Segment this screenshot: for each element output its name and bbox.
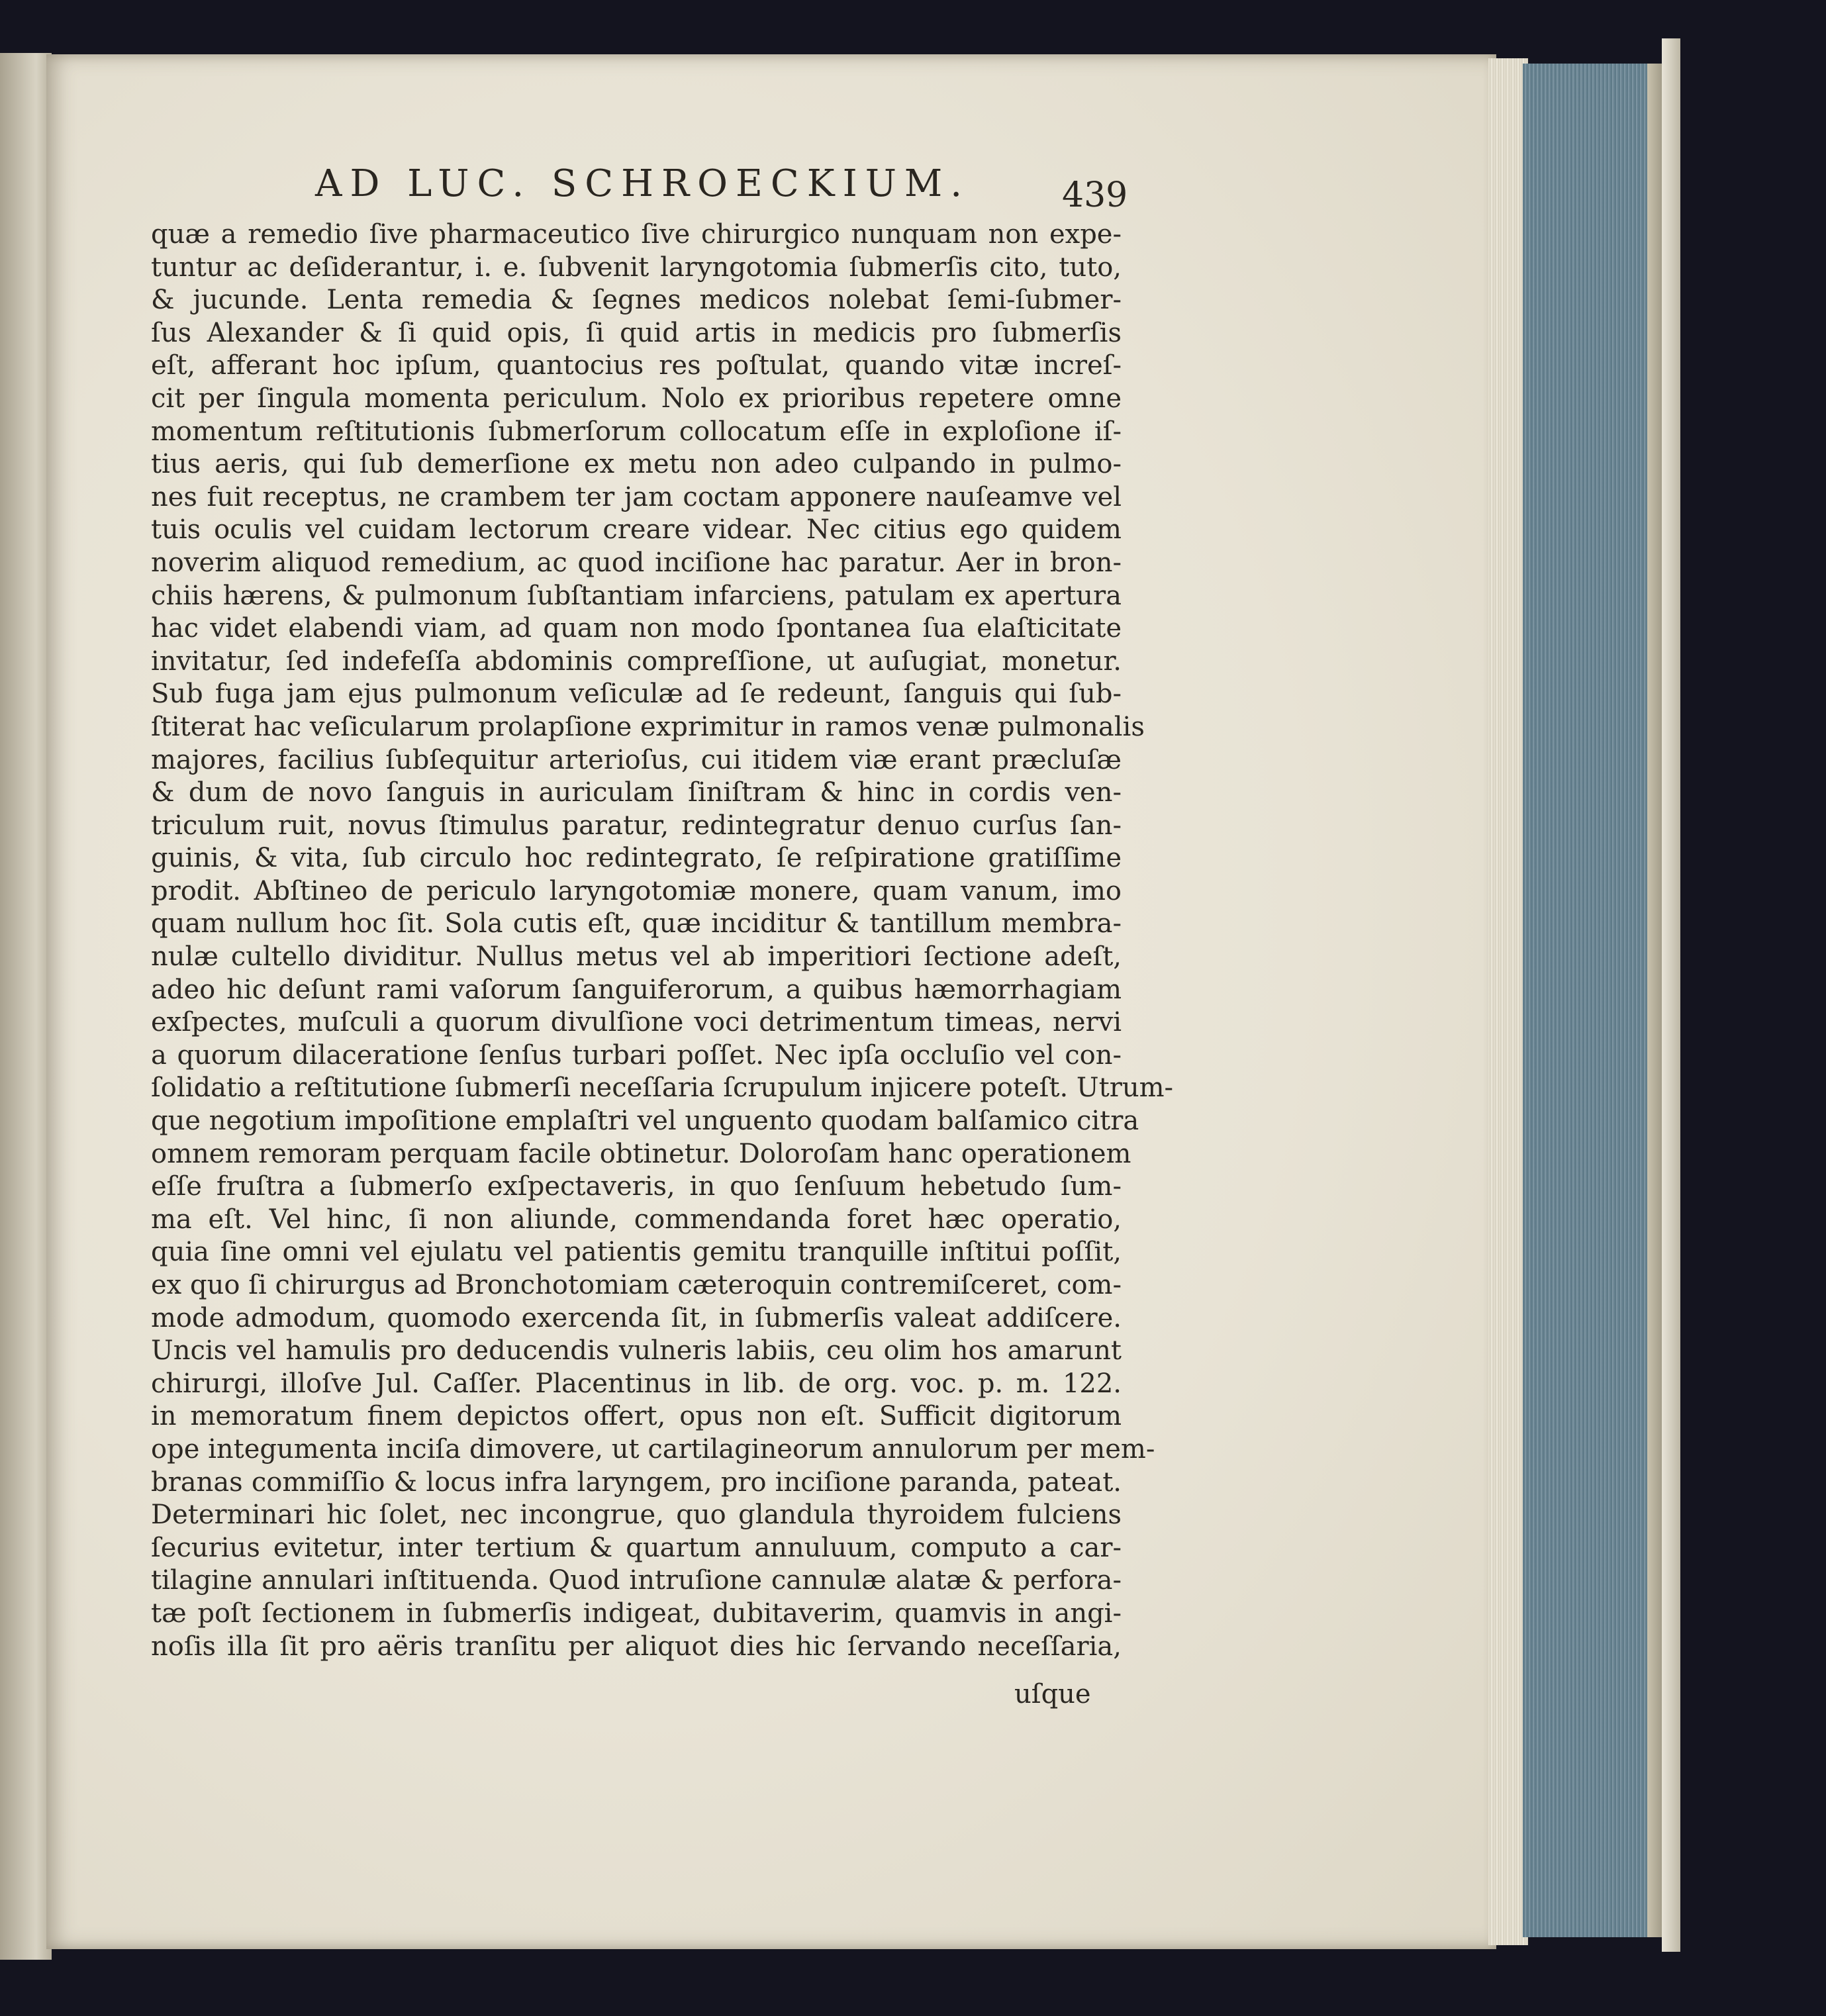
text-line: in memoratum finem depictos offert, opus non eſt. Sufficit digitorum: [151, 1401, 1122, 1432]
text-line: guinis, & vita, ſub circulo hoc redintegrato, ſe reſpiratione gratiſſime: [151, 843, 1122, 874]
text-line: tæ poſt ſectionem in ſubmerſis indigeat, dubitaverim, quamvis in angi-: [151, 1598, 1122, 1629]
text-line: a quorum dilaceratione ſenſus turbari poſſet. Nec ipſa occluſio vel con-: [151, 1039, 1122, 1071]
text-line: majores, facilius ſubſequitur arterioſus, cui itidem viæ erant præcluſæ: [151, 744, 1122, 775]
text-line: nes fuit receptus, ne crambem ter jam coctam apponere nauſeamve vel: [151, 481, 1122, 512]
text-line: eſſe fruſtra a ſubmerſo exſpectaveris, in quo ſenſuum hebetudo ſum-: [151, 1171, 1122, 1202]
text-line: Determinari hic ſolet, nec incongrue, quo glandula thyroidem fulciens: [151, 1500, 1122, 1531]
text-line: quam nullum hoc ſit. Sola cutis eſt, quæ inciditur & tantillum membra-: [151, 908, 1122, 939]
text-line: exſpectes, muſculi a quorum divulſione voci detrimentum timeas, nervi: [151, 1007, 1122, 1038]
text-line: tius aeris, qui ſub demerſione ex metu non adeo culpando in pulmo-: [151, 449, 1122, 480]
text-line: ope integumenta inciſa dimovere, ut cartilagineorum annulorum per mem-: [151, 1433, 1155, 1464]
text-line: tilagine annulari inſtituenda. Quod intruſione cannulæ alatæ & perfora-: [151, 1565, 1122, 1596]
text-line: branas commiſſio & locus infra laryngem, pro inciſione paranda, pateat.: [151, 1466, 1122, 1498]
text-line: ſecurius evitetur, inter tertium & quartum annuluum, computo a car-: [151, 1532, 1122, 1563]
text-line: cit per ſingula momenta periculum. Nolo ex prioribus repetere omne: [151, 383, 1122, 414]
text-line: tuntur ac deſiderantur, i. e. ſubvenit laryngotomia ſubmerſis cito, tuto,: [151, 252, 1122, 283]
text-line: invitatur, ſed indefeſſa abdominis compreſſione, ut auſugiat, monetur.: [151, 646, 1122, 677]
text-line: ſus Alexander & ſi quid opis, ſi quid artis in medicis pro ſubmerſis: [151, 317, 1122, 348]
text-line: nulæ cultello dividitur. Nullus metus vel ab imperitiori ſectione adeſt,: [151, 941, 1122, 973]
text-line: que negotium impoſitione emplaſtri vel unguento quodam balſamico citra: [151, 1106, 1139, 1137]
text-line: ma eſt. Vel hinc, ſi non aliunde, commendanda foret hæc operatio,: [151, 1204, 1122, 1235]
catchword: uſque: [1014, 1679, 1091, 1709]
page-edges-blue: [1523, 64, 1655, 1937]
text-line: chirurgi, illoſve Jul. Caſſer. Placentinus in lib. de org. voc. p. m. 122.: [151, 1368, 1122, 1399]
text-line: ſtiterat hac veſicularum prolapſione exprimitur in ramos venæ pulmonalis: [151, 711, 1145, 742]
text-line: mode admodum, quomodo exercenda ſit, in ſubmerſis valeat addiſcere.: [151, 1302, 1122, 1333]
text-line: chiis hærens, & pulmonum ſubſtantiam infarciens, patulam ex apertura: [151, 580, 1122, 611]
running-head: AD LUC. SCHROECKIUM.: [315, 162, 971, 205]
text-line: omnem remoram perquam facile obtinetur. Doloroſam hanc operationem: [151, 1138, 1131, 1169]
text-line: ex quo ſi chirurgus ad Bronchotomiam cæteroquin contremiſceret, com-: [151, 1270, 1122, 1300]
book-cover-edge: [1662, 38, 1680, 1952]
text-line: prodit. Abſtineo de periculo laryngotomiæ monere, quam vanum, imo: [151, 875, 1122, 906]
text-line: Sub fuga jam ejus pulmonum veſiculæ ad ſe redeunt, ſanguis qui ſub-: [151, 679, 1122, 710]
text-line: adeo hic deſunt rami vaſorum ſanguiferorum, a quibus hæmorrhagiam: [151, 974, 1122, 1005]
text-line: quia ſine omni vel ejulatu vel patientis gemitu tranquille inſtitui poſſit,: [151, 1237, 1122, 1268]
text-line: ſolidatio a reſtitutione ſubmerſi neceſſaria ſcrupulum injicere poteſt. Utrum-: [151, 1073, 1174, 1104]
body-text: [151, 218, 1174, 1663]
facing-page-edge: [0, 53, 52, 1960]
text-line: tuis oculis vel cuidam lectorum creare videar. Nec citius ego quidem: [151, 514, 1122, 546]
text-line: quæ a remedio ſive pharmaceutico ſive chirurgico nunquam non expe-: [151, 219, 1122, 250]
text-line: triculum ruit, novus ſtimulus paratur, redintegratur denuo curſus ſan-: [151, 810, 1122, 841]
text-line: noverim aliquod remedium, ac quod inciſione hac paratur. Aer in bron-: [151, 547, 1122, 578]
text-line: eſt, afferant hoc ipſum, quantocius res poſtulat, quando vitæ increſ-: [151, 350, 1122, 381]
text-line: & jucunde. Lenta remedia & ſegnes medicos nolebat ſemi-ſubmer-: [151, 285, 1122, 316]
page-number: 439: [1062, 175, 1128, 215]
text-line: momentum reſtitutionis ſubmerſorum collocatum eſſe in exploſione iſ-: [151, 416, 1122, 447]
text-line: hac videt elabendi viam, ad quam non modo ſpontanea ſua elaſticitate: [151, 613, 1122, 644]
text-line: noſis illa ſit pro aëris tranſitu per aliquot dies hic ſervando neceſſaria,: [151, 1631, 1122, 1662]
text-line: Uncis vel hamulis pro deducendis vulneris labiis, ceu olim hos amarunt: [151, 1335, 1122, 1367]
text-line: & dum de novo ſanguis in auriculam ſiniſtram & hinc in cordis ven-: [151, 777, 1122, 808]
page-stack: [1488, 58, 1528, 1945]
